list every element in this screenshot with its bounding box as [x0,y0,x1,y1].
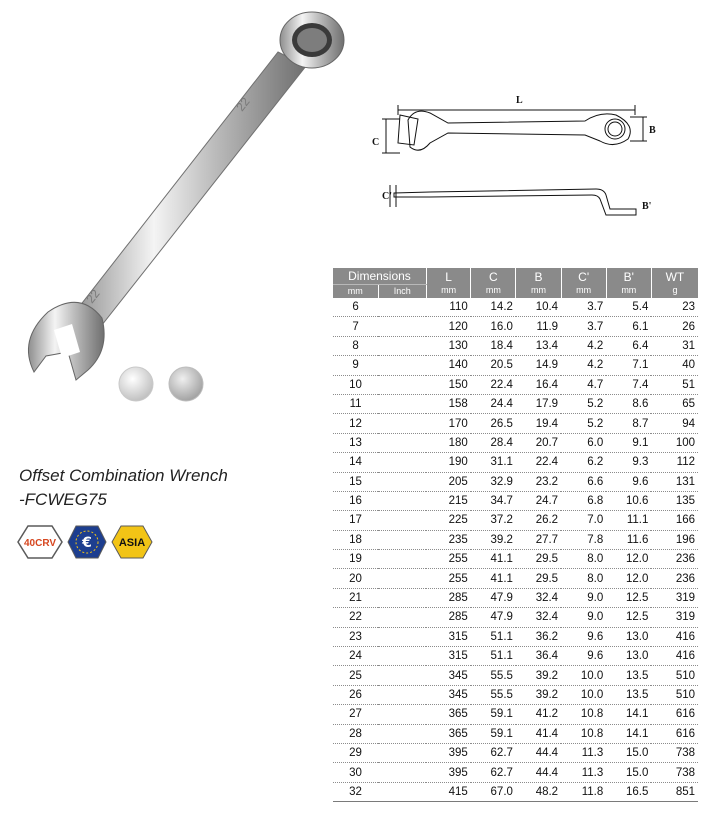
cell-mm: 18 [333,530,378,549]
label-B: B [649,125,656,136]
table-row [333,336,698,355]
cell-B-prime: 5.4 [606,298,651,317]
cell-C: 18.4 [471,336,516,355]
header-L-label: L [445,270,452,284]
polished-finish-sample [119,367,153,401]
product-name: Offset Combination Wrench [19,466,228,485]
header-B-prime-label: B' [623,270,634,284]
cell-B-prime: 12.0 [606,569,651,588]
cell-C: 22.4 [471,375,516,394]
table-row [333,627,698,646]
cell-mm: 8 [333,336,378,355]
cell-B: 10.4 [516,298,561,317]
cell-C: 67.0 [471,782,516,801]
table-row [333,608,698,627]
cell-WT: 135 [651,491,698,510]
cell-B: 29.5 [516,569,561,588]
cell-mm: 16 [333,491,378,510]
label-C-prime: C' [382,191,392,202]
cell-C: 24.4 [471,394,516,413]
cell-mm: 24 [333,647,378,666]
cell-C: 55.5 [471,685,516,704]
cell-L: 158 [426,394,470,413]
cell-C-prime: 5.2 [561,394,606,413]
cell-B: 29.5 [516,550,561,569]
cell-B-prime: 7.1 [606,356,651,375]
cell-inch [378,472,426,491]
cell-B: 24.7 [516,491,561,510]
cell-C: 37.2 [471,511,516,530]
cell-inch [378,588,426,607]
table-row [333,414,698,433]
cell-B-prime: 10.6 [606,491,651,510]
cell-WT: 51 [651,375,698,394]
cell-WT: 94 [651,414,698,433]
header-L-unit: mm [441,285,457,295]
cell-B-prime: 15.0 [606,743,651,762]
cell-inch [378,511,426,530]
cell-B: 48.2 [516,782,561,801]
cell-B-prime: 9.1 [606,433,651,452]
cell-L: 190 [426,453,470,472]
cell-mm: 28 [333,724,378,743]
cell-WT: 319 [651,608,698,627]
header-WT [651,268,698,298]
cell-B: 36.2 [516,627,561,646]
cell-C: 16.0 [471,317,516,336]
cell-C-prime: 6.8 [561,491,606,510]
cell-inch [378,336,426,355]
header-L [426,268,470,298]
table-row [333,491,698,510]
cell-WT: 416 [651,647,698,666]
cell-C: 26.5 [471,414,516,433]
cell-mm: 26 [333,685,378,704]
cell-C-prime: 4.7 [561,375,606,394]
cell-L: 180 [426,433,470,452]
cell-WT: 65 [651,394,698,413]
cell-WT: 236 [651,569,698,588]
cell-B-prime: 12.0 [606,550,651,569]
cell-B: 32.4 [516,608,561,627]
cell-B-prime: 12.5 [606,588,651,607]
cell-B: 26.2 [516,511,561,530]
table-row [333,530,698,549]
table-row [333,298,698,317]
cell-C: 39.2 [471,530,516,549]
cell-B: 22.4 [516,453,561,472]
cell-mm: 30 [333,763,378,782]
cell-inch [378,530,426,549]
cell-L: 345 [426,685,470,704]
table-row [333,394,698,413]
table-row [333,705,698,724]
table-row [333,550,698,569]
cell-mm: 29 [333,743,378,762]
wrench-stamp-top: 22 [233,94,253,114]
product-code: -FCWEG75 [19,490,107,509]
cell-B: 20.7 [516,433,561,452]
header-C-unit: mm [485,285,501,295]
cell-inch [378,414,426,433]
cell-C: 14.2 [471,298,516,317]
header-C [471,268,516,298]
wrench-product-photo [10,0,350,420]
cell-B-prime: 9.6 [606,472,651,491]
euro-standard-badge-icon [67,525,107,559]
cell-C-prime: 11.3 [561,743,606,762]
cell-C-prime: 3.7 [561,317,606,336]
cell-C: 55.5 [471,666,516,685]
cell-WT: 112 [651,453,698,472]
table-row [333,724,698,743]
cell-inch [378,705,426,724]
cell-B: 19.4 [516,414,561,433]
cell-B-prime: 13.0 [606,627,651,646]
cell-inch [378,550,426,569]
cell-C-prime: 6.6 [561,472,606,491]
table-row [333,685,698,704]
cell-inch [378,666,426,685]
cell-C-prime: 3.7 [561,298,606,317]
cell-mm: 20 [333,569,378,588]
cell-B: 39.2 [516,666,561,685]
cell-inch [378,782,426,801]
cell-L: 225 [426,511,470,530]
table-row [333,647,698,666]
cell-inch [378,763,426,782]
cell-WT: 166 [651,511,698,530]
cell-L: 285 [426,588,470,607]
cell-WT: 100 [651,433,698,452]
cell-mm: 9 [333,356,378,375]
cell-B: 14.9 [516,356,561,375]
cell-C-prime: 6.2 [561,453,606,472]
asia-badge-label: ASIA [118,537,146,549]
cell-mm: 6 [333,298,378,317]
cell-inch [378,627,426,646]
cell-C-prime: 6.0 [561,433,606,452]
cell-L: 140 [426,356,470,375]
cell-WT: 23 [651,298,698,317]
cell-inch [378,317,426,336]
cell-L: 170 [426,414,470,433]
cell-B-prime: 14.1 [606,705,651,724]
cell-mm: 13 [333,433,378,452]
cell-WT: 851 [651,782,698,801]
label-B-prime: B' [642,201,652,212]
cell-B: 32.4 [516,588,561,607]
cell-WT: 738 [651,763,698,782]
wrench-open-end [28,302,104,380]
wrench-handle [72,52,306,330]
specifications-rows [333,298,698,802]
cell-L: 255 [426,569,470,588]
cell-L: 415 [426,782,470,801]
cell-B-prime: 13.0 [606,647,651,666]
cell-WT: 236 [651,550,698,569]
cell-B: 39.2 [516,685,561,704]
cell-C-prime: 5.2 [561,414,606,433]
cell-mm: 10 [333,375,378,394]
cell-B: 41.4 [516,724,561,743]
cell-inch [378,453,426,472]
cell-B-prime: 9.3 [606,453,651,472]
cell-L: 395 [426,763,470,782]
table-row [333,375,698,394]
cell-C-prime: 7.0 [561,511,606,530]
header-WT-unit: g [672,285,678,295]
table-row [333,666,698,685]
cell-L: 285 [426,608,470,627]
cell-WT: 738 [651,743,698,762]
top-view-drawing [382,105,647,153]
cell-B-prime: 12.5 [606,608,651,627]
header-WT-label: WT [665,270,685,284]
cell-L: 150 [426,375,470,394]
cell-B: 41.2 [516,705,561,724]
header-C-label: C [489,270,498,284]
certification-badges [17,525,153,559]
cell-C: 32.9 [471,472,516,491]
cell-B-prime: 11.1 [606,511,651,530]
header-mm: mm [333,285,378,298]
cell-L: 215 [426,491,470,510]
table-row [333,472,698,491]
cell-C-prime: 10.0 [561,685,606,704]
cell-B-prime: 7.4 [606,375,651,394]
cell-inch [378,298,426,317]
cell-B-prime: 13.5 [606,666,651,685]
cell-inch [378,569,426,588]
table-row [333,743,698,762]
cell-C: 62.7 [471,743,516,762]
table-row [333,588,698,607]
header-B-prime [606,268,651,298]
label-C: C [372,137,380,148]
header-dimensions: Dimensions [333,268,426,285]
header-inch: Inch [378,285,426,298]
cell-C-prime: 8.0 [561,569,606,588]
cell-L: 235 [426,530,470,549]
cell-C-prime: 10.0 [561,666,606,685]
cell-B: 11.9 [516,317,561,336]
cell-L: 110 [426,298,470,317]
table-row [333,569,698,588]
cell-inch [378,433,426,452]
cell-B-prime: 8.6 [606,394,651,413]
cell-C: 62.7 [471,763,516,782]
cell-B-prime: 13.5 [606,685,651,704]
euro-badge-label: € [82,535,92,551]
cell-C-prime: 9.6 [561,647,606,666]
cell-C: 59.1 [471,705,516,724]
cell-L: 395 [426,743,470,762]
dimension-diagram [360,85,660,220]
cell-B: 23.2 [516,472,561,491]
cell-mm: 32 [333,782,378,801]
cell-inch [378,608,426,627]
cell-C-prime: 11.3 [561,763,606,782]
cell-B-prime: 15.0 [606,763,651,782]
40crv-badge-label: 40CRV [23,538,57,549]
cell-B-prime: 6.1 [606,317,651,336]
cell-mm: 11 [333,394,378,413]
cell-C-prime: 4.2 [561,356,606,375]
cell-B-prime: 16.5 [606,782,651,801]
cell-B: 27.7 [516,530,561,549]
cell-WT: 131 [651,472,698,491]
cell-inch [378,491,426,510]
cell-B-prime: 8.7 [606,414,651,433]
cell-L: 205 [426,472,470,491]
cell-C-prime: 10.8 [561,724,606,743]
table-row [333,433,698,452]
cell-B: 44.4 [516,763,561,782]
table-row [333,356,698,375]
cell-mm: 23 [333,627,378,646]
cell-C: 41.1 [471,550,516,569]
cell-B-prime: 11.6 [606,530,651,549]
cell-C: 20.5 [471,356,516,375]
header-C-prime-label: C' [578,270,590,284]
cell-mm: 12 [333,414,378,433]
header-B-unit: mm [531,285,546,295]
cell-L: 345 [426,666,470,685]
cell-C-prime: 9.0 [561,608,606,627]
cell-C: 51.1 [471,627,516,646]
cell-WT: 510 [651,666,698,685]
product-title-block [19,464,228,512]
cell-WT: 196 [651,530,698,549]
asia-standard-badge-icon [111,525,153,559]
cell-C: 28.4 [471,433,516,452]
cell-inch [378,356,426,375]
table-row [333,763,698,782]
header-B-label: B [534,270,543,284]
cell-L: 130 [426,336,470,355]
cell-C-prime: 9.6 [561,627,606,646]
cell-WT: 31 [651,336,698,355]
cell-C-prime: 4.2 [561,336,606,355]
cell-B: 17.9 [516,394,561,413]
table-row [333,317,698,336]
cell-C-prime: 11.8 [561,782,606,801]
cell-WT: 26 [651,317,698,336]
table-row [333,453,698,472]
cell-C: 59.1 [471,724,516,743]
satin-finish-sample [169,367,203,401]
cell-C-prime: 10.8 [561,705,606,724]
cell-mm: 7 [333,317,378,336]
cell-C: 51.1 [471,647,516,666]
wrench-stamp-bottom: 22 [83,286,103,306]
40crv-badge-icon [17,525,63,559]
cell-B: 44.4 [516,743,561,762]
cell-WT: 40 [651,356,698,375]
header-B [516,268,561,298]
cell-L: 365 [426,705,470,724]
cell-WT: 510 [651,685,698,704]
cell-WT: 616 [651,705,698,724]
cell-mm: 21 [333,588,378,607]
cell-L: 120 [426,317,470,336]
cell-C-prime: 7.8 [561,530,606,549]
specifications-table [333,268,698,802]
header-C-prime-unit: mm [576,285,592,295]
cell-WT: 319 [651,588,698,607]
cell-C-prime: 8.0 [561,550,606,569]
table-row [333,782,698,801]
wrench-ring-end [280,12,344,68]
cell-L: 315 [426,627,470,646]
cell-mm: 22 [333,608,378,627]
cell-C: 34.7 [471,491,516,510]
cell-L: 315 [426,647,470,666]
cell-inch [378,685,426,704]
cell-C: 31.1 [471,453,516,472]
cell-mm: 25 [333,666,378,685]
header-C-prime [561,268,606,298]
cell-L: 365 [426,724,470,743]
cell-C: 47.9 [471,588,516,607]
cell-mm: 19 [333,550,378,569]
cell-mm: 27 [333,705,378,724]
table-row [333,511,698,530]
cell-B-prime: 14.1 [606,724,651,743]
cell-mm: 14 [333,453,378,472]
cell-inch [378,724,426,743]
cell-inch [378,394,426,413]
cell-inch [378,743,426,762]
cell-C-prime: 9.0 [561,588,606,607]
side-view-drawing [390,185,636,215]
cell-C: 47.9 [471,608,516,627]
cell-inch [378,647,426,666]
cell-mm: 15 [333,472,378,491]
cell-WT: 616 [651,724,698,743]
cell-mm: 17 [333,511,378,530]
cell-inch [378,375,426,394]
cell-L: 255 [426,550,470,569]
cell-B: 36.4 [516,647,561,666]
label-L: L [516,95,523,106]
cell-B: 16.4 [516,375,561,394]
header-B-prime-unit: mm [621,285,637,295]
cell-B-prime: 6.4 [606,336,651,355]
cell-B: 13.4 [516,336,561,355]
cell-C: 41.1 [471,569,516,588]
cell-WT: 416 [651,627,698,646]
